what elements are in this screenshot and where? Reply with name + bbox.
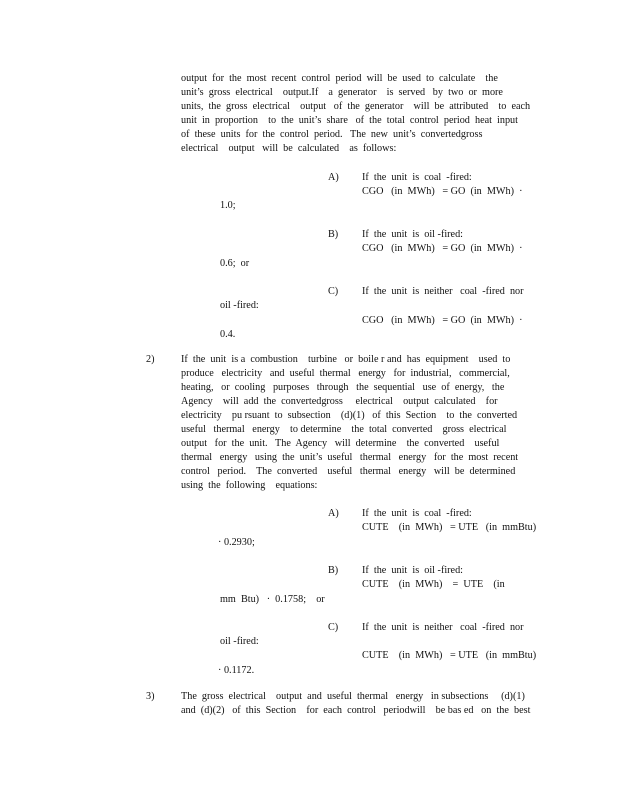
item2-line-3: heating, or cooling purposes through the sequential use of energy, the: [181, 382, 505, 393]
item2-line-4: Agency will add the convertedgross electrical output calculated for: [181, 396, 498, 407]
item2-c-factor: · 0.1172.: [218, 665, 255, 676]
item2-line-2: produce electricity and useful thermal energy for industrial, commercial,: [181, 368, 510, 379]
intro-line-1: output for the most recent control period will be used to calculate the: [181, 73, 498, 84]
intro-line-3: units, the gross electrical output of the generator will be attributed to each: [181, 101, 531, 112]
item2-a-factor: · 0.2930;: [218, 537, 255, 548]
intro-line-2: unit’s gross electrical output.If a generator is served by two or more: [181, 87, 503, 98]
item2-b-condition: If the unit is oil -fired:: [362, 565, 464, 576]
item2-line-8: thermal energy using the unit’s useful thermal energy for the most recent: [181, 452, 519, 463]
item3-line-1: The gross electrical output and useful thermal energy in subsections (d)(1): [181, 691, 525, 702]
item2-number: 2): [146, 354, 155, 365]
item2-line-7: output for the unit. The Agency will determine the converted useful: [181, 438, 500, 449]
item1-a-factor: 1.0;: [220, 200, 236, 211]
item2-line-6: useful thermal energy to determine the total converted gross electrical: [181, 424, 507, 435]
item2-line-10: using the following equations:: [181, 480, 318, 491]
item3-number: 3): [146, 691, 155, 702]
item1-c-condition: If the unit is neither coal -fired nor: [362, 286, 524, 297]
item2-c-label: C): [328, 622, 339, 633]
item1-c-condition-cont: oil -fired:: [220, 300, 259, 311]
item2-b-label: B): [328, 565, 339, 576]
item2-c-condition: If the unit is neither coal -fired nor: [362, 622, 524, 633]
intro-line-6: electrical output will be calculated as follows:: [181, 143, 397, 154]
intro-line-4: unit in proportion to the unit’s share of the total control period heat input: [181, 115, 518, 126]
item2-c-equation: CUTE (in MWh) = UTE (in mmBtu): [362, 650, 537, 661]
item2-a-condition: If the unit is coal -fired:: [362, 508, 472, 519]
item1-a-label: A): [328, 172, 339, 183]
item2-a-equation: CUTE (in MWh) = UTE (in mmBtu): [362, 522, 537, 533]
item1-c-factor: 0.4.: [220, 329, 236, 340]
intro-line-5: of these units for the control period. The new unit’s convertedgross: [181, 129, 483, 140]
item1-b-factor: 0.6; or: [220, 258, 250, 269]
item1-b-equation: CGO (in MWh) = GO (in MWh) ·: [362, 243, 523, 254]
item2-line-1: If the unit is a combustion turbine or boile r and has equipment used to: [181, 354, 511, 365]
item2-b-factor: mm Btu) · 0.1758; or: [220, 594, 325, 605]
item2-a-label: A): [328, 508, 339, 519]
item1-a-equation: CGO (in MWh) = GO (in MWh) ·: [362, 186, 523, 197]
item1-b-label: B): [328, 229, 339, 240]
item2-line-5: electricity pu rsuant to subsection (d)(1) of this Section to the converted: [181, 410, 518, 421]
item2-line-9: control period. The converted useful thermal energy will be determined: [181, 466, 516, 477]
item1-b-condition: If the unit is oil -fired:: [362, 229, 464, 240]
item1-c-equation: CGO (in MWh) = GO (in MWh) ·: [362, 315, 523, 326]
item3-line-2: and (d)(2) of this Section for each control periodwill be bas ed on the best: [181, 705, 531, 716]
item2-b-equation: CUTE (in MWh) = UTE (in: [362, 579, 505, 590]
item1-a-condition: If the unit is coal -fired:: [362, 172, 472, 183]
item1-c-label: C): [328, 286, 339, 297]
item2-c-condition-cont: oil -fired:: [220, 636, 259, 647]
